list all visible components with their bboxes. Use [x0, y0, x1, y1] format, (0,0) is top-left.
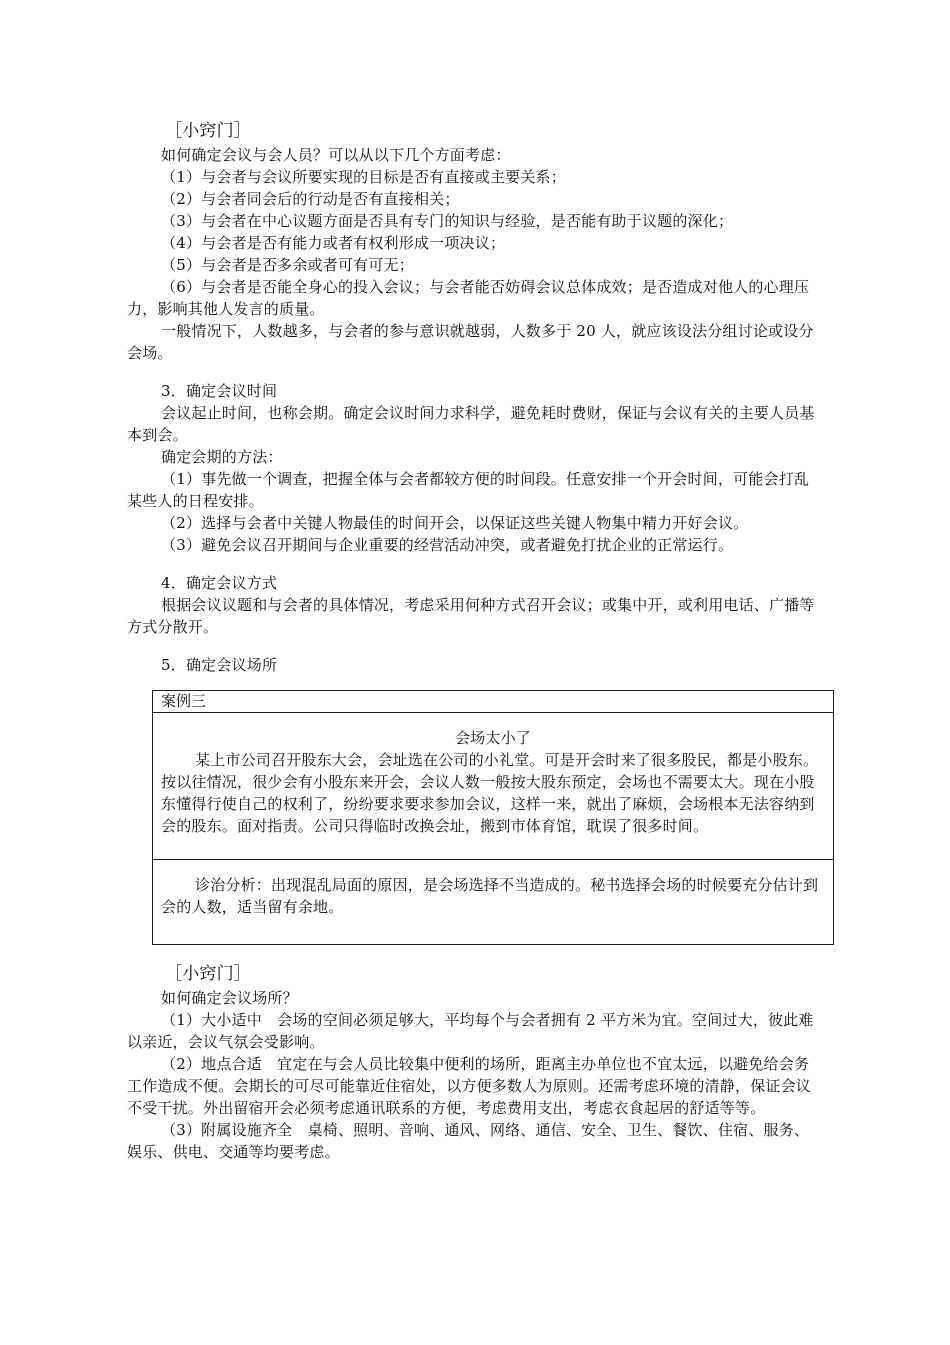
- tip-item: （2）与会者同会后的行动是否有直接相关；: [161, 190, 460, 208]
- tip-item: （4）与会者是否有能力或者有权利形成一项决议；: [161, 234, 506, 252]
- case-story: 某上市公司召开股东大会，会址选在公司的小礼堂。可是开会时来了很多股民，都是小股东。按以往情况，很少会有小股东来开会，会议人数一般按大股东预定，会场也不需要太大。现在小股东懂得行使自己的权利了，纷纷要求要求参加会议，这样一来，就出了麻烦，会场根本无法容纳到会的股东。面对指责。公司只得临时改换会址，搬到市体育馆，耽误了很多时间。: [161, 751, 819, 835]
- tip-title: ［小窍门］: [165, 964, 251, 984]
- case-label: 案例三: [153, 691, 833, 713]
- tip-item: （1）与会者与会议所要实现的目标是否有直接或主要关系；: [161, 168, 566, 186]
- method-item: （2）选择与会者中关键人物最佳的时间开会，以保证这些关键人物集中精力开好会议。: [161, 514, 749, 532]
- tip-question: 如何确定会议与会人员？可以从以下几个方面考虑：: [161, 146, 511, 164]
- section-paragraph: 确定会期的方法：: [161, 448, 283, 466]
- case-analysis-text: 诊治分析：出现混乱局面的原因，是会场选择不当造成的。秘书选择会场的时候要充分估计到会的人数，适当留有余地。: [161, 876, 819, 916]
- section-paragraph: 会议起止时间，也称会期。确定会议时间力求科学，避免耗时费财，保证与会议有关的主要人员基本到会。: [127, 404, 815, 444]
- tip-item: （3）附属设施齐全 桌椅、照明、音响、通风、网络、通信、安全、卫生、餐饮、住宿、服务、娱乐、供电、交通等均要考虑。: [127, 1121, 810, 1161]
- method-item: （1）事先做一个调查，把握全体与会者都较方便的时间段。任意安排一个开会时间，可能会打乱某些人的日程安排。: [127, 470, 810, 510]
- tip-item: （5）与会者是否多余或者可有可无；: [161, 256, 414, 274]
- case-title: 会场太小了: [454, 729, 531, 747]
- case-box: [152, 690, 834, 945]
- case-analysis: [153, 860, 833, 944]
- tip-title: ［小窍门］: [165, 121, 251, 141]
- section-heading: 5．确定会议场所: [161, 656, 278, 674]
- tip-item: （2）地点合适 宜定在与会人员比较集中便利的场所，距离主办单位也不宜太远，以避免给会务工作造成不便。会期长的可尽可能靠近住宿处，以方便多数人为原则。还需考虑环境的清静，保证会议不受干扰。外出留宿开会必须考虑通讯联系的方便，考虑费用支出，考虑衣食起居的舒适等等。: [127, 1055, 812, 1117]
- tip-item: （1）大小适中 会场的空间必须足够大，平均每个与会者拥有 2 平方米为宜。空间过大，彼此难以亲近，会议气氛会受影响。: [127, 1011, 814, 1051]
- section-heading: 4．确定会议方式: [161, 574, 278, 592]
- document-content: [127, 118, 824, 1163]
- case-body: [153, 713, 833, 860]
- section-paragraph: 根据会议议题和与会者的具体情况，考虑采用何种方式召开会议；或集中开，或利用电话、广播等方式分散开。: [127, 596, 815, 636]
- tip-item: （3）与会者在中心议题方面是否具有专门的知识与经验，是否能有助于议题的深化；: [161, 212, 734, 230]
- method-item: （3）避免会议召开期间与企业重要的经营活动冲突，或者避免打扰企业的正常运行。: [161, 536, 734, 554]
- section-heading: 3．确定会议时间: [161, 382, 278, 400]
- tip-item: （6）与会者是否能全身心的投入会议；与会者能否妨碍会议总体成效；是否造成对他人的心理压力，影响其他人发言的质量。: [127, 278, 810, 318]
- tip-note: 一般情况下，人数越多，与会者的参与意识就越弱，人数多于 20 人，就应该设法分组讨论或设分会场。: [127, 322, 814, 362]
- tip-question: 如何确定会议场所？: [161, 989, 298, 1007]
